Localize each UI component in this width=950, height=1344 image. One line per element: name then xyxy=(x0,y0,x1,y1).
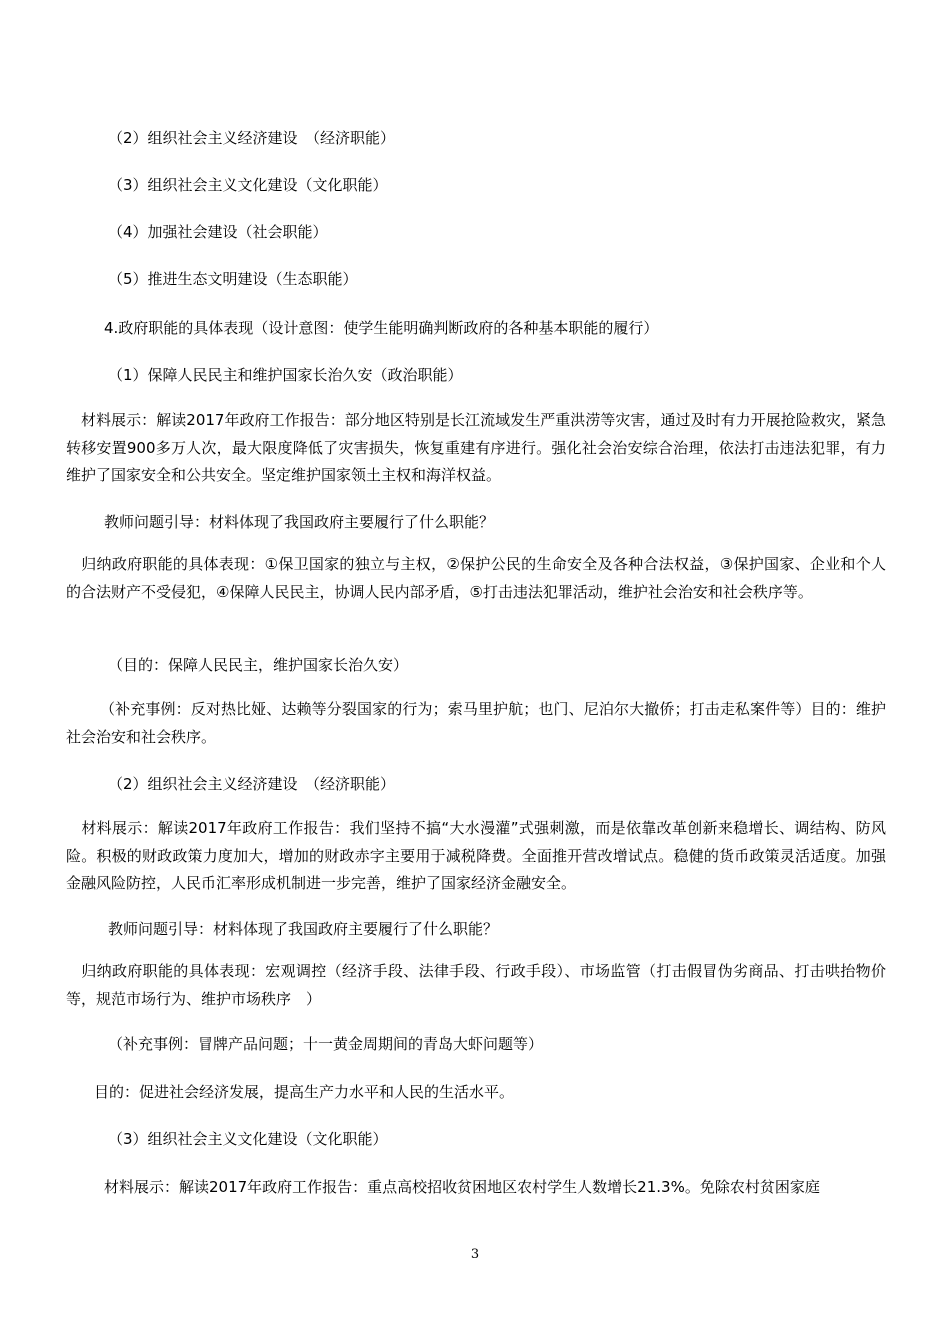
supplementary-examples-economic: （补充事例：冒牌产品问题；十一黄金周期间的青岛大虾问题等） xyxy=(108,1035,544,1053)
material-paragraph-economic: 材料展示：解读2017年政府工作报告：我们坚持不搞“大水漫灌”式强刺激，而是依靠改革创新来稳增长、调结构、防风险。积极的财政政策力度加大，增加的财政赤字主要用于减税降费。全面推开营改增试点。稳健的货币政策灵活适度。加强金融风险防控，人民币汇率形成机制进一步完善，维护了国家经济金融安全。 xyxy=(66,819,886,892)
heading-ecological-function: （5）推进生态文明建设（生态职能） xyxy=(108,270,358,288)
page-number: 3 xyxy=(470,1247,480,1262)
heading-social-function: （4）加强社会建设（社会职能） xyxy=(108,223,328,241)
purpose-political: （目的：保障人民民主，维护国家长治久安） xyxy=(108,656,409,674)
teacher-question-1: 教师问题引导：材料体现了我国政府主要履行了什么职能？ xyxy=(104,513,495,531)
heading-economic-function: （2）组织社会主义经济建设 （经济职能） xyxy=(108,129,396,147)
summary-paragraph-political: 归纳政府职能的具体表现：①保卫国家的独立与主权，②保护公民的生命安全及各种合法权益，③保护国家、企业和个人的合法财产不受侵犯，④保障人民民主，协调人民内部矛盾，⑤打击违法犯罪活动，维护社会治安和社会秩序等。 xyxy=(66,555,886,601)
teacher-question-2: 教师问题引导：材料体现了我国政府主要履行了什么职能？ xyxy=(108,920,499,938)
material-paragraph-political: 材料展示：解读2017年政府工作报告：部分地区特别是长江流域发生严重洪涝等灾害，通过及时有力开展抢险救灾，紧急转移安置900多万人次，最大限度降低了灾害损失，恢复重建有序进行。强化社会治安综合治理，依法打击违法犯罪，有力维护了国家安全和公共安全。坚定维护国家领土主权和海洋权益。 xyxy=(66,411,886,484)
supplementary-examples-political: （补充事例：反对热比娅、达赖等分裂国家的行为；索马里护航；也门、尼泊尔大撤侨；打击走私案件等）目的：维护社会治安和社会秩序。 xyxy=(66,700,886,746)
heading-cultural-function-2: （3）组织社会主义文化建设（文化职能） xyxy=(108,1130,388,1148)
heading-cultural-function: （3）组织社会主义文化建设（文化职能） xyxy=(108,176,388,194)
section-heading-4: 4.政府职能的具体表现（设计意图：使学生能明确判断政府的各种基本职能的履行） xyxy=(104,319,659,337)
heading-economic-function-2: （2）组织社会主义经济建设 （经济职能） xyxy=(108,775,396,793)
summary-paragraph-economic: 归纳政府职能的具体表现：宏观调控（经济手段、法律手段、行政手段）、市场监管（打击假冒伪劣商品、打击哄抬物价等，规范市场行为、维护市场秩序 ） xyxy=(66,962,886,1008)
heading-political-function: （1）保障人民民主和维护国家长治久安（政治职能） xyxy=(108,366,463,384)
material-paragraph-cultural: 材料展示：解读2017年政府工作报告：重点高校招收贫困地区农村学生人数增长21.3%。免除农村贫困家庭 xyxy=(104,1178,820,1196)
purpose-economic: 目的：促进社会经济发展，提高生产力水平和人民的生活水平。 xyxy=(94,1083,515,1101)
